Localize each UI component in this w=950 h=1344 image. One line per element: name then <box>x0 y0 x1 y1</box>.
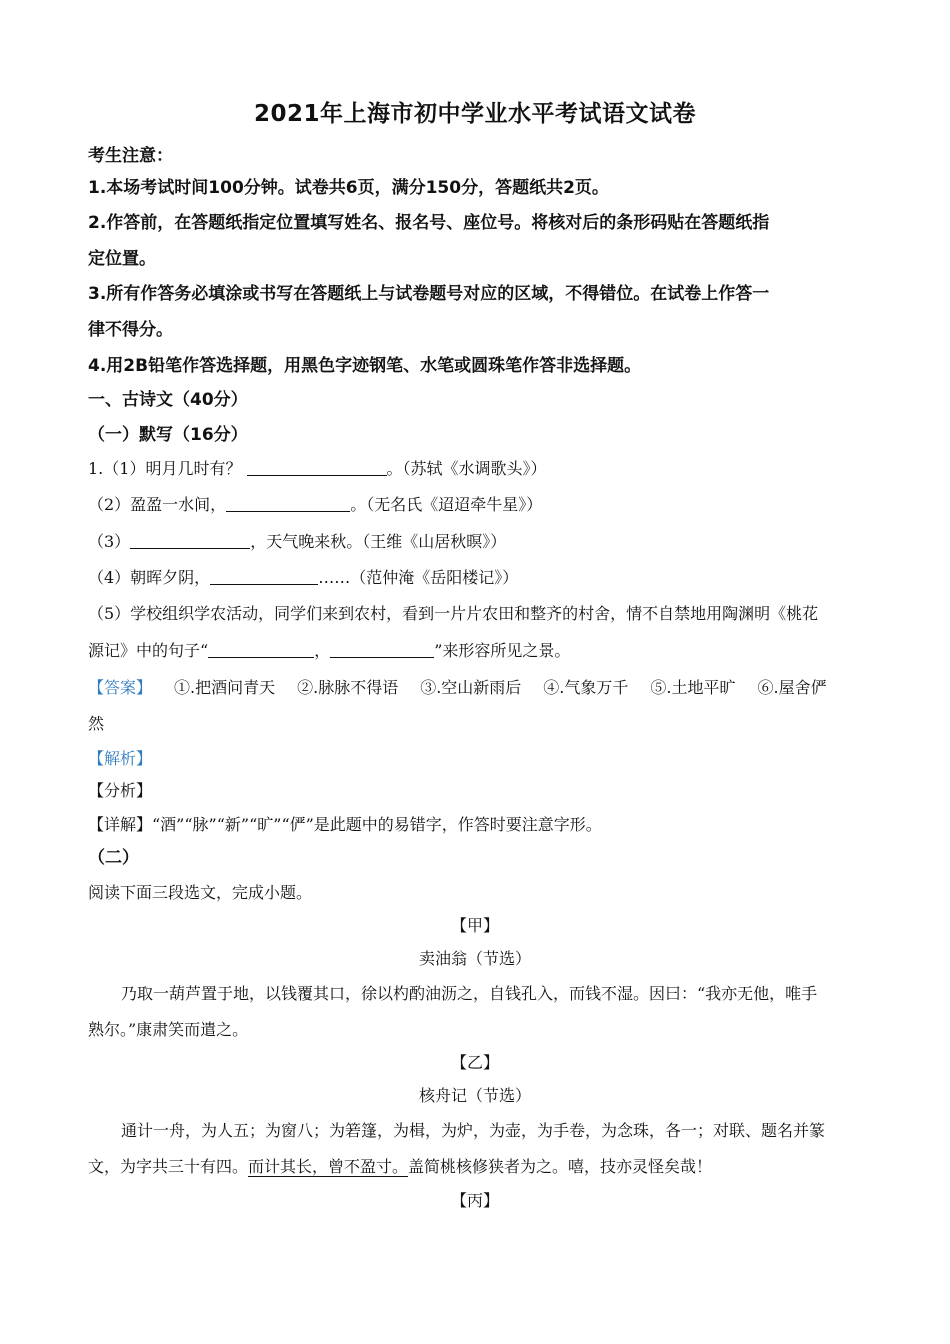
notice-item-3-line-2: 律不得分。 <box>88 320 173 340</box>
notice-item-2-line-2: 定位置。 <box>88 249 156 269</box>
q1-part-2-blank <box>226 497 350 512</box>
q1-part-1-blank <box>247 461 387 476</box>
q1-part-3-suffix: ，天气晚来秋。（王维《山居秋暝》） <box>250 532 507 551</box>
q1-part-2-suffix: 。（无名氏《迢迢牵牛星》） <box>350 495 543 514</box>
section-1-heading: 一、古诗文（40分） <box>88 390 248 410</box>
passage-jia-line-1: 乃取一葫芦置于地，以钱覆其口，徐以杓酌油沥之，自钱孔入，而钱不湿。因曰：“我亦无他，唯手 <box>121 984 818 1003</box>
notice-heading: 考生注意： <box>88 146 173 166</box>
answer-5: ⑤.土地平旷 <box>650 678 736 697</box>
section-2-heading: （二） <box>88 848 139 868</box>
section-1-sub-heading: （一）默写（16分） <box>88 425 248 445</box>
answer-4: ④.气象万千 <box>543 678 629 697</box>
fenxi-tag: 【分析】 <box>88 781 153 800</box>
page-title: 2021年上海市初中学业水平考试语文试卷 <box>253 101 696 127</box>
q1-part-4-prefix: （4）朝晖夕阴， <box>88 568 211 587</box>
passage-yi-title: 核舟记（节选） <box>418 1086 531 1105</box>
passage-yi-line-2 <box>88 1159 862 1175</box>
passage-yi-underlined-sentence: 而计其长，曾不盈寸。 <box>248 1157 409 1176</box>
q1-part-5-prefix: 源记》中的句子“ <box>88 641 209 660</box>
notice-item-2-line-1: 2.作答前，在答题纸指定位置填写姓名、报名号、座位号。将核对后的条形码贴在答题纸指 <box>88 213 770 233</box>
passage-yi-tag: 【乙】 <box>450 1053 499 1072</box>
notice-item-4: 4.用2B铅笔作答选择题，用黑色字迹钢笔、水笔或圆珠笔作答非选择题。 <box>88 356 642 376</box>
passage-jia-tag: 【甲】 <box>450 916 499 935</box>
passage-yi-line-1: 通计一舟，为人五；为窗八；为箬篷，为楫，为炉，为壶，为手卷，为念珠，各一；对联、题名并篆 <box>121 1121 826 1140</box>
passage-bing-tag: 【丙】 <box>450 1191 499 1210</box>
q1-part-2-prefix: （2）盈盈一水间， <box>88 495 227 514</box>
q1-part-5-blank-1 <box>208 643 314 658</box>
q1-part-5-blank-2 <box>330 643 434 658</box>
q1-part-3-blank <box>130 534 250 549</box>
analysis-tag: 【解析】 <box>88 749 153 768</box>
q1-part-1 <box>88 461 862 477</box>
q1-part-4 <box>88 570 862 586</box>
answer-2: ②.脉脉不得语 <box>297 678 399 697</box>
passage-yi-line-2-suffix: 盖简桃核修狭者为之。嘻，技亦灵怪矣哉！ <box>408 1157 713 1176</box>
passage-jia-line-2: 熟尔。”康肃笑而遣之。 <box>88 1020 249 1039</box>
passage-yi-line-2-prefix: 文，为字共三十有四。 <box>88 1157 249 1176</box>
q1-part-5-line-1: （5）学校组织学农活动，同学们来到农村，看到一片片农田和整齐的村舍，情不自禁地用陶渊明《桃花 <box>88 604 819 623</box>
q1-part-3 <box>88 534 862 550</box>
answer-6: ⑥.屋舍俨 <box>757 678 827 697</box>
q1-part-5-comma: ， <box>314 641 331 660</box>
notice-item-1: 1.本场考试时间100分钟。试卷共6页，满分150分，答题纸共2页。 <box>88 178 609 198</box>
q1-part-4-suffix: ……（范仲淹《岳阳楼记》） <box>318 568 519 587</box>
answer-1: ①.把酒问青天 <box>174 678 276 697</box>
q1-part-4-blank <box>210 570 318 585</box>
q1-part-1-prefix: 1.（1）明月几时有？ <box>88 459 242 478</box>
answer-line <box>88 680 862 696</box>
q1-part-5-line-2 <box>88 643 862 659</box>
detail-explanation: 【详解】“酒”“脉”“新”“旷”“俨”是此题中的易错字，作答时要注意字形。 <box>88 815 602 834</box>
answer-3: ③.空山新雨后 <box>420 678 522 697</box>
answer-tag: 【答案】 <box>88 678 153 697</box>
passage-jia-title: 卖油翁（节选） <box>418 949 531 968</box>
q1-part-1-suffix: 。（苏轼《水调歌头》） <box>386 459 547 478</box>
q1-part-5-suffix: ”来形容所见之景。 <box>434 641 571 660</box>
notice-item-3-line-1: 3.所有作答务必填涂或书写在答题纸上与试卷题号对应的区域，不得错位。在试卷上作答一 <box>88 284 770 304</box>
section-2-intro: 阅读下面三段选文，完成小题。 <box>88 883 313 902</box>
q1-part-3-prefix: （3） <box>88 532 131 551</box>
answer-6-continued: 然 <box>88 714 105 733</box>
q1-part-2 <box>88 497 862 513</box>
